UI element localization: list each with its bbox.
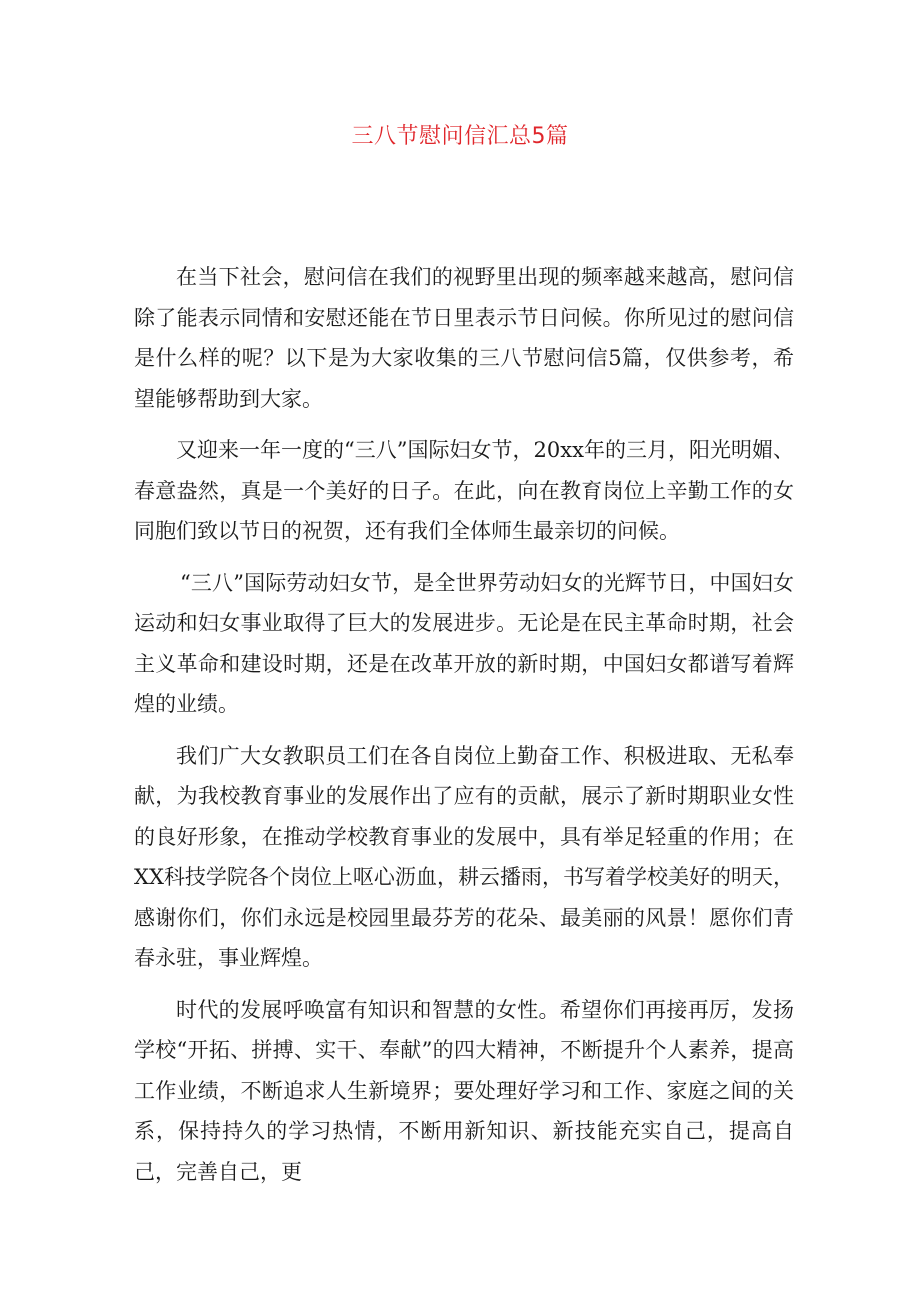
document-body [134, 257, 794, 1203]
paragraph-hopes: 时代的发展呼唤富有知识和智慧的女性。希望你们再接再厉，发扬学校“开拓、拼搏、实干、奉献”的四大精神，不断提升个人素养，提高工作业绩，不断追求人生新境界；要处理好学习和工作、家庭之间的关系，保持持久的学习热情，不断用新知识、新技能充实自己，提高自己，完善自己，更 [134, 997, 794, 1184]
paragraph-greeting: 又迎来一年一度的“三八”国际妇女节，20xx年的三月，阳光明媚、春意盎然，真是一个美好的日子。在此，向在教育岗位上辛勤工作的女同胞们致以节日的祝贺，还有我们全体师生最亲切的问候。 [134, 438, 794, 543]
document-title: 三八节慰问信汇总5篇 [351, 124, 569, 149]
paragraph-intro: 在当下社会，慰问信在我们的视野里出现的频率越来越高，慰问信除了能表示同情和安慰还能在节日里表示节日问候。你所见过的慰问信是什么样的呢？以下是为大家收集的三八节慰问信5篇，仅供参考，希望能够帮助到大家。 [134, 265, 794, 411]
paragraph-festival: “三八”国际劳动妇女节，是全世界劳动妇女的光辉节日，中国妇女运动和妇女事业取得了巨大的发展进步。无论是在民主革命时期，社会主义革命和建设时期，还是在改革开放的新时期，中国妇女都谱写着辉煌的业绩。 [134, 570, 794, 716]
paragraph-staff-contribution: 我们广大女教职员工们在各自岗位上勤奋工作、积极进取、无私奉献，为我校教育事业的发展作出了应有的贡献，展示了新时期职业女性的良好形象，在推动学校教育事业的发展中，具有举足轻重的作用；在XX科技学院各个岗位上呕心沥血，耕云播雨，书写着学校美好的明天，感谢你们，你们永远是校园里最芬芳的花朵、最美丽的风景！愿你们青春永驻，事业辉煌。 [134, 743, 794, 970]
